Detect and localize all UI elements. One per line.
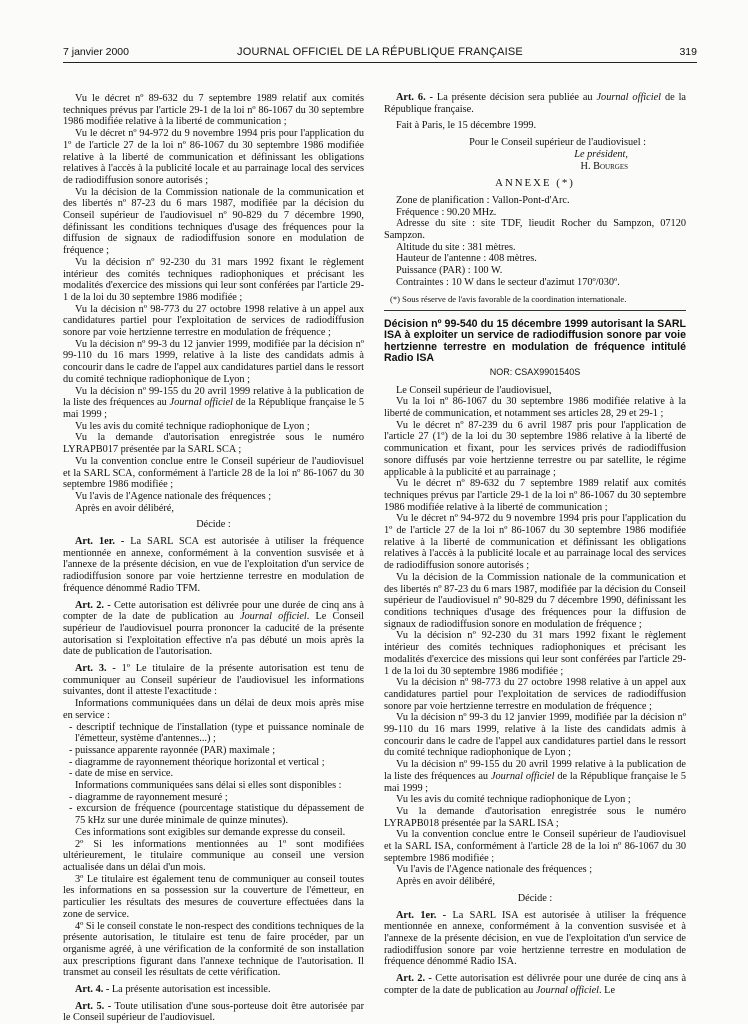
running-header	[63, 46, 697, 60]
visa-paragraph: Vu la demande d'autorisation enregistrée sous le numéro LYRAPB017 présentée par la SARL SCA ;	[63, 432, 364, 456]
visa-paragraph	[63, 386, 364, 421]
decide-heading: Décide :	[196, 519, 231, 531]
info-paragraph: 2º Si les informations mentionnées au 1º sont modifiées ultérieurement, le titulaire communique au conseil une version actualisée dans un délai d'un mois.	[63, 838, 364, 873]
list-item: - date de mise en service.	[69, 768, 174, 780]
visa-paragraph: Vu le décret nº 94-972 du 9 novembre 1994 pris pour l'application du 1º de l'article 27 de la loi nº 86-1067 du 30 septembre 1986 modifiée relative à la liberté de communication et définissant les obligations relatives à l'accès à la publicité locale et au parrainage local des services de radiodiffusion sonore autorisés ;	[63, 128, 364, 186]
list-item: - excursion de fréquence (pourcentage statistique du dépassement de 75 kHz sur une durée minimale de quinze minutes).	[69, 803, 364, 827]
article-text: La présente décision sera publiée au	[433, 92, 597, 103]
journal-reference: Journal officiel	[596, 92, 662, 103]
decision-title: Décision nº 99-540 du 15 décembre 1999 autorisant la SARL ISA à exploiter un service de radiodiffusion sonore par voie hertzienne terrestre en modulation de fréquence intitulé Radio ISA	[384, 317, 686, 365]
article-label: Art. 2. -	[396, 973, 432, 985]
annexe-line: Hauteur de l'antenne : 408 mètres.	[396, 253, 537, 265]
list-item: - descriptif technique de l'installation (type et puissance nominale de l'émetteur, système d'antennes...) ;	[69, 721, 364, 745]
article-1	[63, 536, 364, 595]
article-label: Art. 6. -	[396, 92, 433, 103]
visa-paragraph: Vu le décret nº 89-632 du 7 septembre 1989 relatif aux comités techniques prévus par l'article 29-1 de la loi nº 86-1067 du 30 septembre 1986 modifiée relative à la liberté de communication ;	[384, 478, 686, 513]
visa-paragraph: Vu les avis du comité technique radiophonique de Lyon ;	[75, 420, 310, 432]
annexe-line: Altitude du site : 381 mètres.	[396, 241, 516, 253]
visa-paragraph: Vu la convention conclue entre le Conseil supérieur de l'audiovisuel et la SARL SCA, conformément à l'article 28 de la loi nº 86-1067 du 30 septembre 1986 modifiée ;	[63, 455, 364, 491]
annexe-line: Adresse du site : site TDF, lieudit Rocher du Sampzon, 07120 Sampzon.	[384, 218, 686, 242]
signature-for: Pour le Conseil supérieur de l'audiovisuel :	[469, 137, 646, 149]
journal-reference: Journal officiel	[239, 611, 307, 623]
journal-reference: Journal officiel	[490, 770, 555, 782]
visa-paragraph: Vu la décision nº 99-3 du 12 janvier 1999, modifiée par la décision nº 99-110 du 16 mars 1999, relative à la liste des candidats admis à concourir dans le cadre de l'appel aux candidatures partiel dans le ressort du comité technique radiophonique de Lyon ;	[63, 338, 364, 385]
text-run: Vu la décision nº 99-155 du 20 avril 1999 relative à la publication de la liste des fréquences au	[63, 385, 364, 409]
visa-paragraph: Vu la décision nº 98-773 du 27 octobre 1998 relative à un appel aux candidatures partiel pour l'exploitation de services de radiodiffusion sonore par voie hertzienne terrestre en modulation de fréquence ;	[63, 303, 364, 339]
visa-paragraph: Vu le décret nº 94-972 du 9 novembre 1994 pris pour l'application du 1º de l'article 27 de la loi nº 86-1067 du 30 septembre 1986 modifiée relative à la liberté de communication et définissant les obligations relatives à l'accès à la publicité locale et au parrainage local des services de radiodiffusion sonore autorisés ;	[384, 513, 686, 572]
visa-paragraph: Vu le décret nº 89-632 du 7 septembre 1989 relatif aux comités techniques prévus par l'article 29-1 de la loi nº 86-1067 du 30 septembre 1986 modifiée relative à la liberté de communication ;	[63, 93, 364, 128]
article-3	[63, 663, 364, 698]
visa-paragraph: Vu la décision de la Commission nationale de la communication et des libertés nº 87-23 du 6 mars 1987, modifiée par la décision du Conseil supérieur de l'audiovisuel nº 90-829 du 7 décembre 1990, définissant les conditions techniques d'usage des fréquences pour la diffusion de signaux de radiodiffusion sonore en modulation de fréquence ;	[63, 186, 364, 257]
visa-paragraph: Vu les avis du comité technique radiophonique de Lyon ;	[396, 794, 631, 806]
article-text: 1º Le titulaire de la présente autorisation est tenu de communiquer au Conseil supérieur de l'audiovisuel les informations suivantes, dont il atteste l'exactitude :	[63, 663, 365, 698]
list-item: - diagramme de rayonnement mesuré ;	[69, 791, 228, 803]
article-label: Art. 4. -	[75, 984, 110, 996]
visa-paragraph	[384, 759, 686, 794]
visa-paragraph: Vu la demande d'autorisation enregistrée sous le numéro LYRAPB018 présentée par la SARL ISA ;	[384, 805, 686, 829]
header-date: 7 janvier 2000	[63, 46, 129, 58]
article-label: Art. 1er. -	[396, 909, 447, 921]
visa-paragraph: Vu la décision nº 92-230 du 31 mars 1992 fixant le règlement intérieur des comités techniques radiophoniques et précisant les modalités d'exercice des missions qui leur sont conférées par l'article 29-1 de la loi du 30 septembre 1986 modifiée ;	[384, 630, 686, 677]
visa-paragraph: Vu le décret nº 87-239 du 6 avril 1987 pris pour l'application de l'article 27 (1º) de la loi du 30 septembre 1986 relative à la liberté de communication et fixant, pour les services privés de radiodiffusion sonore diffusés par voie hertzienne terrestre ou par satellite, le régime applicable à la publicité et au parrainage ;	[384, 419, 686, 478]
article-5	[63, 1001, 364, 1024]
article-label: Art. 1er. -	[75, 536, 125, 548]
text-run: Vu la décision nº 99-155 du 20 avril 1999 relative à la publication de la liste des fréquences au	[384, 759, 686, 782]
annexe-heading: ANNEXE (*)	[495, 177, 575, 190]
page-number: 319	[679, 46, 697, 58]
signature-place-date: Fait à Paris, le 15 décembre 1999.	[396, 120, 537, 132]
visa-paragraph: Vu la décision nº 98-773 du 27 octobre 1998 relative à un appel aux candidatures partiel pour l'exploitation de services de radiodiffusion sonore par voie hertzienne terrestre en modulation de fréquence ;	[384, 677, 686, 712]
annexe-line: Contraintes : 10 W dans le secteur d'azimut 170º/030º.	[396, 276, 620, 288]
deliberation-line: Après en avoir délibéré,	[75, 502, 174, 514]
journal-reference: Journal officiel	[535, 984, 600, 996]
info-paragraph: 3º Le titulaire est également tenu de communiquer au conseil toutes les informations en sa possession sur la couverture de l'émetteur, en particulier les résultats des mesures de couverture effectuées dans la zone de service.	[63, 873, 364, 920]
article-text: Cette autorisation est délivrée pour une durée de cinq ans à compter de la date de publication au	[63, 599, 365, 623]
article-1	[384, 910, 686, 969]
visa-paragraph: Vu la convention conclue entre le Conseil supérieur de l'audiovisuel et la SARL ISA, conformément à l'article 28 de la loi nº 86-1067 du 30 septembre 1986 modifiée ;	[384, 829, 686, 864]
article-2	[384, 973, 686, 996]
nor-reference: NOR: CSAX9901540S	[489, 366, 581, 377]
list-item: - puissance apparente rayonnée (PAR) maximale ;	[69, 744, 276, 756]
annexe-footnote: (*) Sous réserve de l'avis favorable de la coordination internationale.	[390, 293, 627, 304]
visa-paragraph: Vu l'avis de l'Agence nationale des fréquences ;	[396, 864, 593, 876]
annexe-line: Puissance (PAR) : 100 W.	[396, 265, 503, 277]
deliberation-line: Après en avoir délibéré,	[396, 876, 495, 888]
annexe-line: Fréquence : 90.20 MHz.	[396, 206, 497, 218]
info-paragraph: Ces informations sont exigibles sur demande expresse du conseil.	[75, 826, 346, 838]
decide-heading: Décide :	[517, 892, 553, 904]
header-rule	[63, 62, 697, 63]
annexe-line: Zone de planification : Vallon-Pont-d'Arc.	[396, 194, 570, 206]
visa-paragraph: Vu l'avis de l'Agence nationale des fréquences ;	[75, 490, 272, 502]
article-text: La présente autorisation est incessible.	[109, 984, 271, 996]
article-text: . Le Conseil supérieur de l'audiovisuel pourra prononcer la caducité de la présente autorisation si l'exploitation effective n'a pas débuté un mois après la date de publication de l'autorisation.	[63, 611, 364, 658]
info-paragraph: Informations communiquées dans un délai de deux mois après mise en service :	[63, 698, 364, 721]
article-label: Art. 2. -	[75, 599, 111, 611]
article-text: . Le	[599, 984, 616, 996]
article-6	[384, 92, 686, 115]
info-paragraph: 4º Si le conseil constate le non-respect des conditions techniques de la présente autorisation, le titulaire est tenu de faire procéder, par un organisme agréé, à une vérification de la conformité de son installation aux prescriptions figurant dans l'annexe technique de l'autorisation. Il transmet au conseil les résultats de cette vérification.	[63, 920, 364, 979]
info-paragraph: Informations communiquées sans délai si elles sont disponibles :	[75, 780, 342, 792]
article-2	[63, 600, 364, 659]
left-column	[63, 93, 365, 1024]
article-label: Art. 3. -	[75, 663, 116, 675]
text-run: de la République française le 5 mai 1999 ;	[384, 770, 686, 794]
article-text: La SARL SCA est autorisée à utiliser la fréquence mentionnée en annexe, conformément à la convention susvisée et à l'annexe de la présente décision, en vue de l'exploitation d'un service de radiodiffusion sonore par voie hertzienne terrestre en modulation de fréquence dénommé Radio TFM.	[63, 536, 364, 594]
visa-paragraph: Vu la loi nº 86-1067 du 30 septembre 1986 modifiée relative à la liberté de communication, et notamment ses articles 28, 29 et 29-1 ;	[384, 396, 686, 420]
right-column	[384, 92, 687, 996]
visa-paragraph: Le Conseil supérieur de l'audiovisuel,	[396, 384, 552, 396]
article-text: Toute utilisation d'une sous-porteuse doit être autorisée par le Conseil supérieur de l'audiovisuel.	[63, 1000, 364, 1024]
article-text: Cette autorisation est délivrée pour une durée de cinq ans à compter de la date de publication au	[384, 973, 687, 996]
visa-paragraph: Vu la décision nº 92-230 du 31 mars 1992 fixant le règlement intérieur des comités techniques radiophoniques et précisant les modalités d'exercice des missions qui leur sont conférées par l'article 29-1 de la loi du 30 septembre 1986 modifiée ;	[63, 256, 364, 303]
article-text: La SARL ISA est autorisée à utiliser la fréquence mentionnée en annexe, conformément à la convention susvisée et à l'annexe de la présente décision, en vue de l'exploitation d'un service de radiodiffusion sonore par voie hertzienne terrestre en modulation de fréquence dénommé Radio ISA.	[384, 909, 686, 968]
visa-paragraph: Vu la décision nº 99-3 du 12 janvier 1999, modifiée par la décision nº 99-110 du 16 mars 1999, relative à la liste des candidats admis à concourir dans le cadre de l'appel aux candidatures partiel dans le ressort du comité technique radiophonique de Lyon ;	[384, 712, 686, 759]
article-text: de la République française.	[384, 92, 687, 115]
text-run: de la République française le 5 mai 1999 ;	[63, 397, 364, 420]
article-label: Art. 5. -	[75, 1000, 112, 1012]
journal-title: JOURNAL OFFICIEL DE LA RÉPUBLIQUE FRANÇAISE	[237, 46, 523, 58]
signature-name: H. Bourges	[580, 160, 628, 172]
journal-reference: Journal officiel	[169, 397, 233, 409]
visa-paragraph: Vu la décision de la Commission nationale de la communication et des libertés nº 87-23 du 6 mars 1987, modifiée par la décision du Conseil supérieur de l'audiovisuel nº 90-829 du 7 décembre 1990, définissant les conditions techniques d'usage des fréquences pour la diffusion de signaux de radiodiffusion sonore en modulation de fréquence ;	[384, 571, 686, 630]
list-item: - diagramme de rayonnement théorique horizontal et vertical ;	[69, 756, 325, 768]
signature-title: Le président,	[574, 148, 628, 160]
section-divider	[384, 310, 686, 311]
